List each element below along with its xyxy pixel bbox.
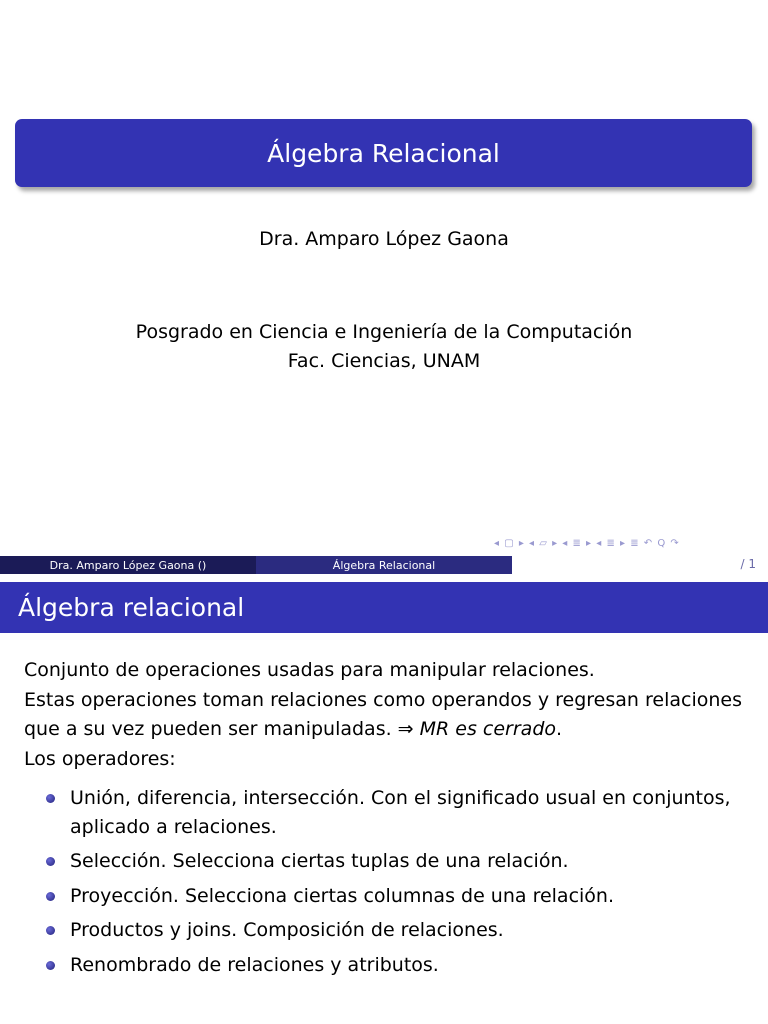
bullet-icon [46, 794, 55, 803]
footline-author: Dra. Amparo López Gaona () [0, 556, 256, 574]
footline-title: Álgebra Relacional [256, 556, 512, 574]
operator-list [44, 784, 748, 985]
list-item-text: Unión, diferencia, intersección. Con el significado usual en conjuntos, aplicado a relaciones. [70, 787, 731, 838]
list-item [44, 784, 748, 841]
list-item-text: Proyección. Selecciona ciertas columnas de una relación. [70, 884, 615, 907]
paragraph-2-text: Estas operaciones toman relaciones como operandos y regresan relaciones que a su vez pueden ser manipuladas. ⇒ [24, 688, 742, 740]
list-item [44, 882, 748, 911]
paragraph-2-end: . [556, 718, 563, 740]
author-name: Dra. Amparo López Gaona [259, 228, 509, 250]
list-item-text: Renombrado de relaciones y atributos. [70, 953, 439, 976]
list-item-text: Productos y joins. Composición de relaciones. [70, 919, 504, 941]
institute-block [0, 318, 768, 376]
bullet-icon [46, 857, 55, 866]
footline [0, 556, 512, 574]
bullet-icon [46, 926, 55, 935]
list-item [44, 847, 748, 876]
paragraph-2-emphasis: MR es cerrado [419, 718, 557, 740]
frame-title: Álgebra relacional [18, 593, 245, 622]
paragraph-1: Conjunto de operaciones usadas para manipular relaciones. [24, 659, 595, 681]
list-item-text: Selección. Selecciona ciertas tuplas de una relación. [70, 850, 569, 872]
beamer-navigation-icons[interactable]: ◂ ▢ ▸ ◂ ▱ ▸ ◂ ≣ ▸ ◂ ≣ ▸ ≣ ↶ Q ↷ [494, 538, 680, 549]
title-banner [15, 119, 752, 187]
page-number: / 1 [740, 557, 756, 571]
paragraph-2 [24, 686, 754, 745]
list-item [44, 951, 748, 980]
paragraph-3: Los operadores: [24, 747, 176, 770]
slide-body [24, 656, 754, 774]
presentation-title: Álgebra Relacional [267, 138, 500, 168]
bullet-icon [46, 892, 55, 901]
bullet-icon [46, 961, 55, 970]
frame-title-bar [0, 582, 768, 633]
institute-line-1: Posgrado en Ciencia e Ingeniería de la Computación [135, 321, 633, 343]
institute-line-2: Fac. Ciencias, UNAM [287, 350, 481, 372]
list-item [44, 916, 748, 945]
